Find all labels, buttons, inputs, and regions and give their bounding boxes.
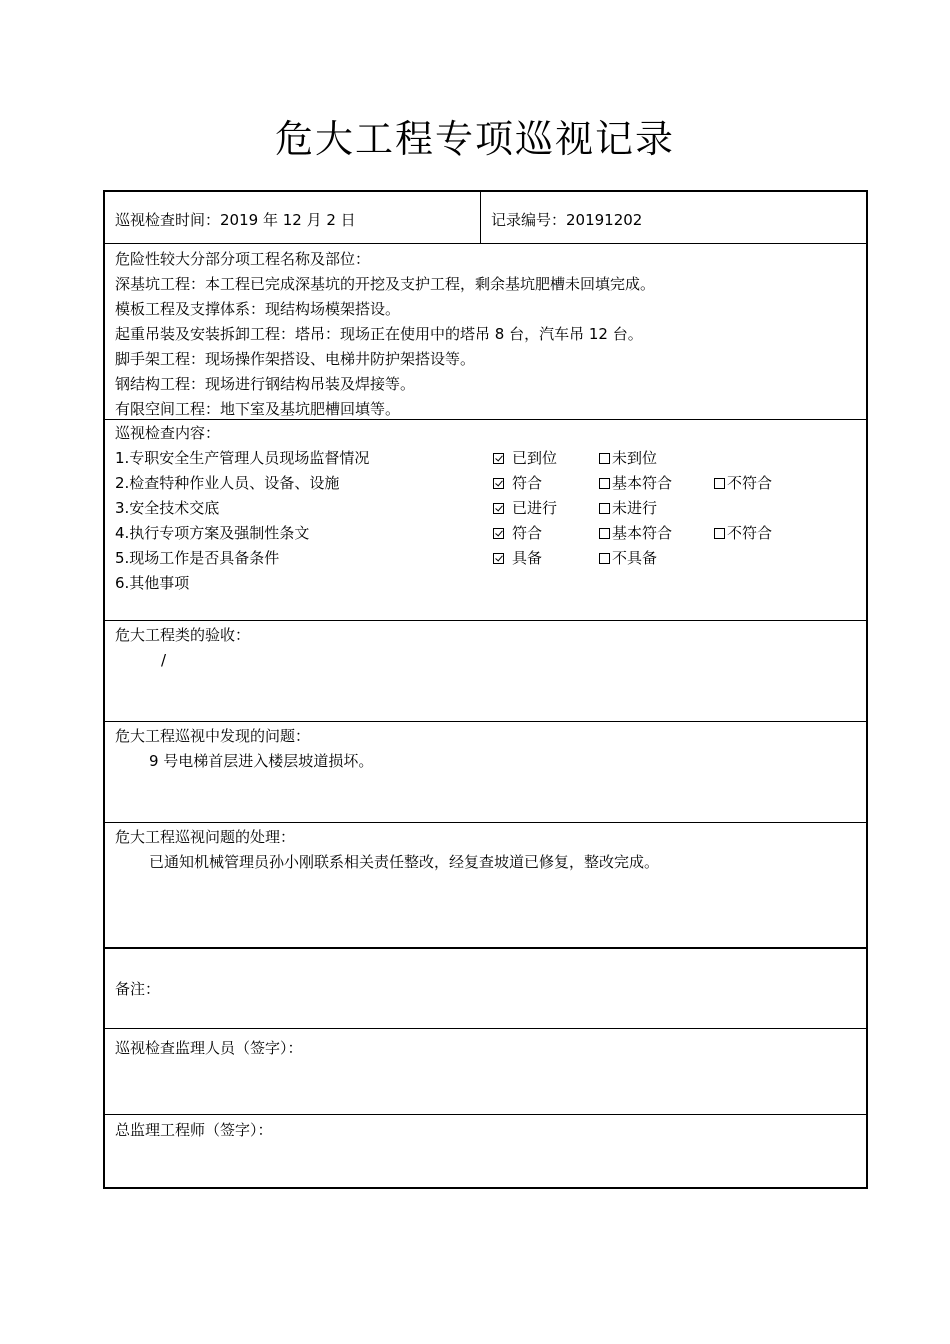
project-line: 起重吊装及安装拆卸工程：塔吊：现场正在使用中的塔吊 8 台，汽车吊 12 台。	[115, 325, 643, 343]
acceptance-section	[105, 621, 866, 722]
inspection-item-label: 1.专职安全生产管理人员现场监督情况	[115, 449, 370, 467]
empty-box-icon	[599, 453, 610, 464]
project-line: 模板工程及支撑体系：现结构场模架搭设。	[115, 300, 401, 318]
inspection-heading: 巡视检查内容：	[115, 424, 221, 442]
handling-section	[105, 823, 866, 949]
empty-box-icon	[714, 478, 725, 489]
inspection-item-label: 5.现场工作是否具备条件	[115, 549, 280, 567]
projects-heading: 危险性较大分部分项工程名称及部位：	[115, 250, 371, 268]
project-line: 深基坑工程：本工程已完成深基坑的开挖及支护工程，剩余基坑肥槽未回填完成。	[115, 275, 656, 293]
checkbox-option[interactable]: 具备	[493, 548, 542, 568]
empty-box-icon	[599, 528, 610, 539]
project-line: 钢结构工程：现场进行钢结构吊装及焊接等。	[115, 375, 416, 393]
page-title: 危大工程专项巡视记录	[274, 117, 675, 161]
inspection-item-label: 3.安全技术交底	[115, 499, 220, 517]
header-divider	[480, 192, 481, 243]
empty-box-icon	[599, 503, 610, 514]
checkbox-option[interactable]: 未进行	[599, 498, 657, 518]
inspection-item-label: 6.其他事项	[115, 574, 190, 592]
checkbox-option[interactable]: 基本符合	[599, 523, 672, 543]
checkbox-option[interactable]: 不符合	[714, 473, 772, 493]
checked-box-icon	[493, 528, 504, 539]
issues-heading: 危大工程巡视中发现的问题：	[115, 727, 311, 745]
handling-heading: 危大工程巡视问题的处理：	[115, 828, 296, 846]
inspection-section	[105, 420, 866, 621]
chief-signature-section	[105, 1115, 866, 1189]
issues-section	[105, 722, 866, 823]
chief-signature-label: 总监理工程师（签字）：	[115, 1121, 273, 1139]
remarks-section	[105, 949, 866, 1029]
checkbox-option[interactable]: 未到位	[599, 448, 657, 468]
acceptance-value: /	[161, 651, 167, 669]
checked-box-icon	[493, 503, 504, 514]
projects-section	[105, 244, 866, 420]
inspection-item-label: 4.执行专项方案及强制性条文	[115, 524, 310, 542]
handling-value: 已通知机械管理员孙小刚联系相关责任整改，经复查坡道已修复，整改完成。	[149, 853, 660, 871]
checked-box-icon	[493, 478, 504, 489]
acceptance-heading: 危大工程类的验收：	[115, 626, 251, 644]
record-number: 记录编号：20191202	[491, 211, 643, 229]
checkbox-option[interactable]: 基本符合	[599, 473, 672, 493]
issues-value: 9 号电梯首层进入楼层坡道损坏。	[149, 752, 374, 770]
checkbox-option[interactable]: 已进行	[493, 498, 557, 518]
project-line: 脚手架工程：现场操作架搭设、电梯井防护架搭设等。	[115, 350, 476, 368]
empty-box-icon	[599, 478, 610, 489]
checkbox-option[interactable]: 符合	[493, 473, 542, 493]
header-row	[105, 192, 866, 244]
checked-box-icon	[493, 553, 504, 564]
remarks-label: 备注：	[115, 980, 161, 998]
empty-box-icon	[599, 553, 610, 564]
checked-box-icon	[493, 453, 504, 464]
checkbox-option[interactable]: 已到位	[493, 448, 557, 468]
inspection-form	[103, 190, 868, 1189]
checkbox-option[interactable]: 不符合	[714, 523, 772, 543]
checkbox-option[interactable]: 符合	[493, 523, 542, 543]
inspection-item-label: 2.检查特种作业人员、设备、设施	[115, 474, 340, 492]
checkbox-option[interactable]: 不具备	[599, 548, 657, 568]
inspection-time: 巡视检查时间：2019 年 12 月 2 日	[115, 211, 356, 229]
empty-box-icon	[714, 528, 725, 539]
supervisor-signature-label: 巡视检查监理人员（签字）：	[115, 1039, 303, 1057]
project-line: 有限空间工程：地下室及基坑肥槽回填等。	[115, 400, 401, 418]
supervisor-signature-section	[105, 1029, 866, 1115]
